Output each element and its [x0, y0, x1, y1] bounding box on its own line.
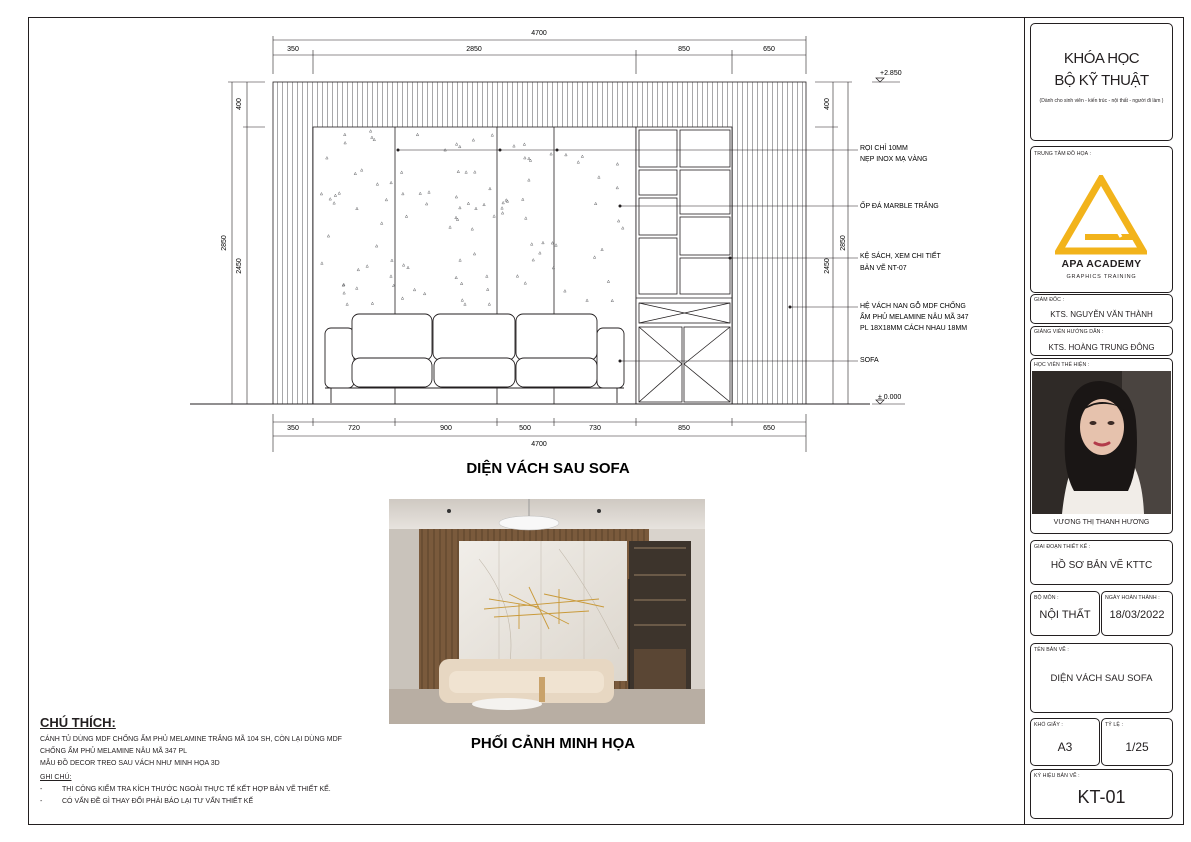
dim-top-2: 2850 — [466, 46, 482, 53]
date-value: 18/03/2022 — [1109, 609, 1165, 621]
dim-top-1: 350 — [287, 46, 299, 53]
dim-bottom-1: 350 — [287, 425, 299, 432]
director-label: GIÁM ĐỐC : — [1034, 297, 1065, 303]
scale-value: 1/25 — [1125, 740, 1149, 754]
annotation-trim-2: NẸP INOX MẠ VÀNG — [860, 156, 928, 163]
course-title-1: KHÓA HỌC — [1063, 50, 1140, 67]
apa-logo-icon — [1055, 175, 1147, 255]
student-box — [1030, 358, 1173, 534]
ghichu-bullet-1: - — [40, 786, 43, 793]
dim-right-1: 400 — [824, 98, 831, 110]
dim-top-3: 850 — [678, 46, 690, 53]
director-name: KTS. NGUYỄN VĂN THÀNH — [1050, 310, 1153, 319]
dept-value: NỘI THẤT — [1039, 609, 1091, 621]
dim-left-1: 400 — [236, 98, 243, 110]
dim-right-2: 2450 — [824, 258, 831, 274]
stage-value: HỒ SƠ BẢN VẼ KTTC — [1050, 560, 1153, 571]
teacher-label: GIẢNG VIÊN HƯỚNG DẪN : — [1034, 329, 1104, 335]
scale-box — [1101, 718, 1173, 766]
notes-line-3: MẪU ĐỒ DECOR TREO SAU VÁCH NHƯ MINH HỌA 3D — [40, 760, 220, 767]
code-value: KT-01 — [1077, 787, 1126, 807]
ghichu-label: GHI CHÚ: — [40, 774, 72, 781]
course-subtitle: (Dành cho sinh viên - kiến trúc - nội thất - người đi làm ) — [1039, 98, 1164, 104]
title-block-divider — [1024, 17, 1025, 825]
annotation-sofa: SOFA — [860, 357, 879, 364]
photo-title: PHỐI CẢNH MINH HỌA — [470, 735, 636, 752]
annotation-slat-1: HỆ VÁCH NAN GỖ MDF CHỐNG — [860, 303, 966, 310]
level-bottom: ± 0.000 — [878, 394, 902, 401]
level-markers — [876, 78, 884, 404]
dim-right-3: 2850 — [840, 235, 847, 251]
render-illustration — [389, 499, 705, 724]
course-title-2: BỘ KỸ THUẬT — [1054, 72, 1149, 89]
course-box — [1030, 23, 1173, 141]
center-box — [1030, 146, 1173, 293]
annotation-slat-3: PL 18X18MM CÁCH NHAU 18MM — [860, 325, 968, 332]
drawing-title: DIỆN VÁCH SAU SOFA — [466, 460, 630, 477]
dim-bottom-6: 850 — [678, 425, 690, 432]
ghichu-line-1: THI CÔNG KIỂM TRA KÍCH THƯỚC NGOÀI THỰC TẾ KẾT HỢP BẢN VẼ THIẾT KẾ. — [62, 786, 331, 793]
dim-bottom-5: 730 — [589, 425, 601, 432]
drawing-name-value: DIỆN VÁCH SAU SOFA — [1050, 673, 1153, 684]
scale-label: TỶ LỆ : — [1105, 722, 1123, 728]
dept-box — [1030, 591, 1100, 636]
dim-top-4: 650 — [763, 46, 775, 53]
stage-label: GIAI ĐOẠN THIẾT KẾ : — [1034, 544, 1091, 550]
drawing-name-label: TÊN BẢN VẼ : — [1034, 647, 1069, 653]
logo-subtitle: GRAPHICS TRAINING — [1066, 274, 1137, 280]
notes-heading: CHÚ THÍCH: — [40, 715, 116, 730]
student-name: VƯƠNG THỊ THANH HƯƠNG — [1053, 519, 1150, 526]
dim-left-2: 2450 — [236, 258, 243, 274]
teacher-box — [1030, 326, 1173, 356]
paper-box — [1030, 718, 1100, 766]
dim-bottom-2: 720 — [348, 425, 360, 432]
notes-line-2: CHỐNG ẨM PHỦ MELAMINE NÂU MÃ 347 PL — [40, 748, 188, 755]
dim-bottom-3: 900 — [440, 425, 452, 432]
level-top: +2.850 — [880, 70, 902, 77]
dim-left-3: 2850 — [221, 235, 228, 251]
dim-bottom-7: 650 — [763, 425, 775, 432]
director-box — [1030, 294, 1173, 324]
code-box — [1030, 769, 1173, 819]
annotations — [860, 143, 969, 364]
annotation-shelf-2: BẢN VẼ NT-07 — [860, 265, 907, 272]
annotation-slat-2: ẨM PHỦ MELAMINE NÂU MÃ 347 — [860, 314, 969, 321]
center-label: TRUNG TÂM ĐỒ HỌA : — [1034, 151, 1092, 157]
dim-bottom-total: 4700 — [531, 441, 547, 448]
ghichu-line-2: CÓ VẤN ĐỀ GÌ THAY ĐỔI PHẢI BÁO LẠI TƯ VẤN THIẾT KẾ — [62, 798, 254, 805]
dim-bottom-4: 500 — [519, 425, 531, 432]
code-label: KÝ HIỆU BẢN VẼ : — [1034, 773, 1080, 779]
stage-box — [1030, 540, 1173, 585]
logo-name: APA ACADEMY — [1061, 258, 1142, 270]
annotation-shelf-1: KỆ SÁCH, XEM CHI TIẾT — [860, 253, 941, 260]
dept-label: BỘ MÔN : — [1034, 595, 1059, 601]
drawing-name-box — [1030, 643, 1173, 713]
dim-top-total: 4700 — [531, 30, 547, 37]
ghichu-bullet-2: - — [40, 798, 43, 805]
student-photo — [1032, 371, 1171, 514]
notes-line-1: CÁNH TỦ DÙNG MDF CHỐNG ẨM PHỦ MELAMINE TRẮNG MÃ 104 SH, CÒN LẠI DÙNG MDF — [40, 736, 342, 743]
teacher-name: KTS. HOÀNG TRUNG ĐÔNG — [1048, 343, 1155, 352]
date-box — [1101, 591, 1173, 636]
annotation-marble: ỐP ĐÁ MARBLE TRẮNG — [860, 203, 939, 210]
student-label: HỌC VIÊN THỂ HIỆN : — [1034, 362, 1090, 368]
date-label: NGÀY HOÀN THÀNH : — [1105, 595, 1160, 601]
paper-label: KHỔ GIẤY : — [1034, 722, 1063, 728]
paper-value: A3 — [1057, 740, 1073, 754]
annotation-trim-1: RỌI CHỈ 10MM — [860, 145, 908, 152]
